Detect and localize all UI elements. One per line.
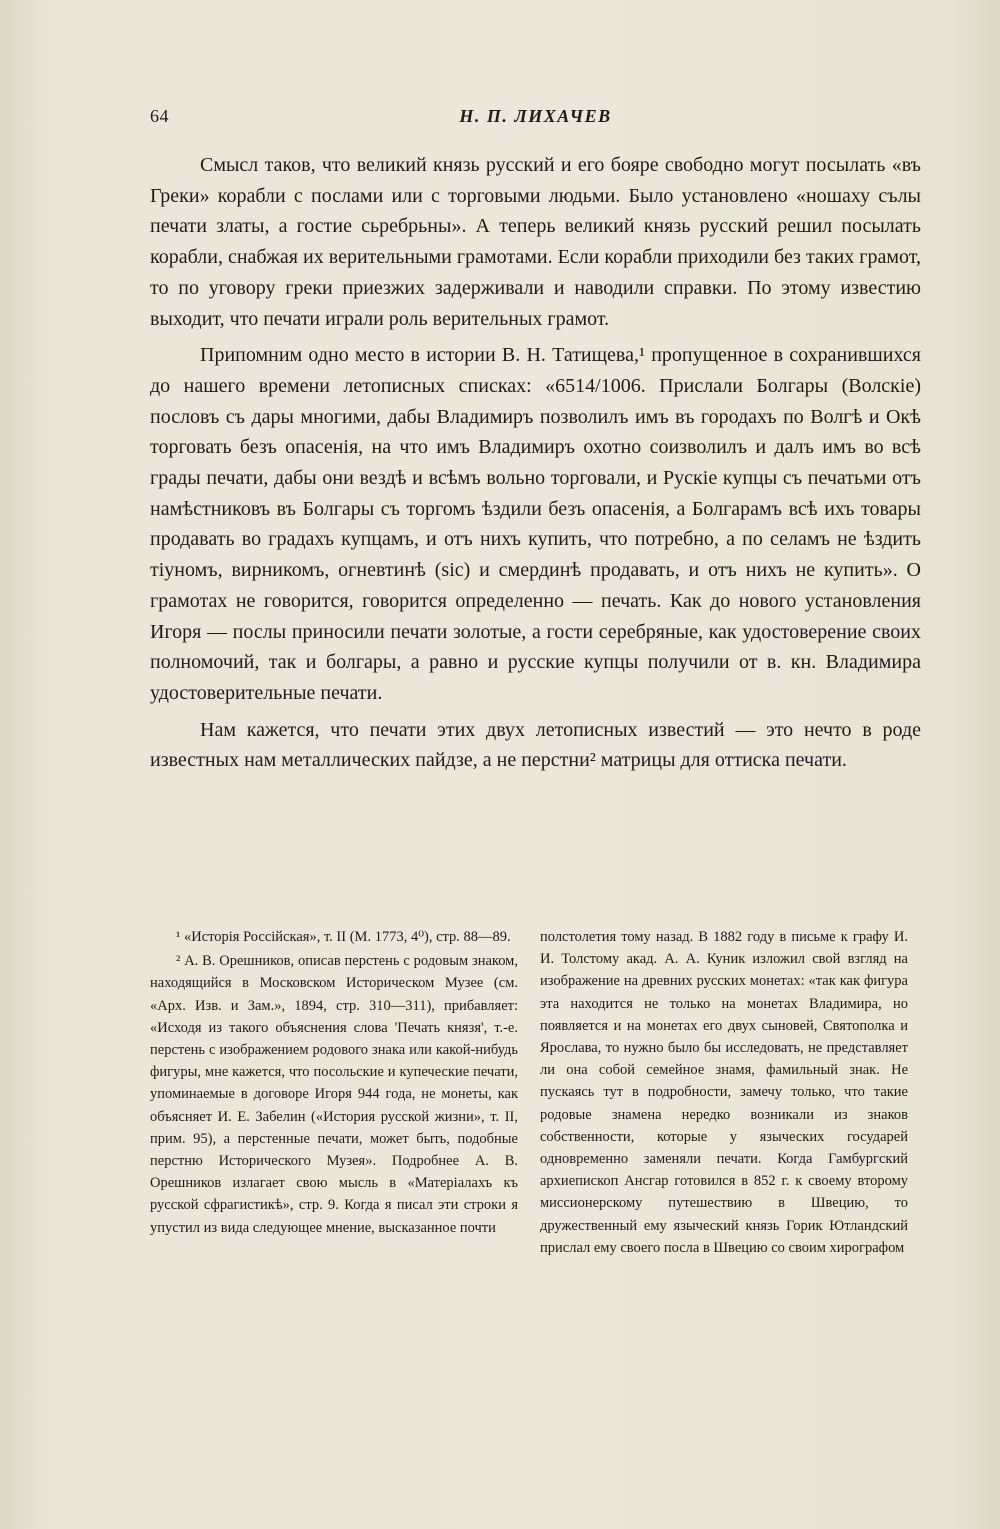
body-paragraph-1: Смысл таков, что великий князь русский и его бояре свободно могут посылать «въ Греки» корабли с послами или с торговыми людьми. Было установлено «ношаху сълы печати златы, а гостие сьребрьны». А теперь великий князь русский решил посылать корабли, снабжая их верительными грамотами. Если корабли приходили без таких грамот, то по уговору греки приезжих задерживали и наводили справки. По этому известию выходит, что печати играли роль верительных грамот. [150,154,921,330]
main-text [150,150,921,776]
footnotes-left-column [150,926,518,1239]
footnote-2: ² А. В. Орешников, описав перстень с родовым знаком, находящийся в Московском Историческом Музее (см. «Арх. Изв. и Зам.», 1894, стр. 310—311), прибавляет: «Исходя из такого объяснения слова 'Печать князя', т.-е. перстень с изображением родового знака или какой-нибудь фигуры, мне кажется, что посольские и купеческие печати, упоминаемые в договоре Игоря 944 года, не монеты, как объясняет И. Е. Забелин («История русской жизни», т. II, прим. 95), а перстенные печати, может быть, подобные перстню Исторического Музея». Подробнее А. В. Орешников излагает свою мысль в «Матеріалахъ къ русской сфрагистикѣ», стр. 9. Когда я писал эти строки я упустил из вида следующее мнение, высказанное почти [150,953,518,1236]
footnote-1: ¹ «Исторія Россійская», т. II (М. 1773, 4⁰), стр. 88—89. [176,929,511,945]
footnotes-right-column [540,926,908,1259]
footnote-2-continued: полстолетия тому назад. В 1882 году в письме к графу И. И. Толстому акад. А. А. Куник изложил свой взгляд на изображение на древних русских монетах: «так как фигура эта находится не только на монетах Владимира, но появляется и на монетах его двух сыновей, Святополка и Ярослава, то нужно было бы исследовать, не представляет ли она собой семейное знамя, фамильный знак. Не пускаясь тут в подробности, замечу только, что такие родовые знамена нередко возникали из знаков собственности, которые у языческих государей одновременно заменяли печати. Когда Гамбургский архиепископ Ансгар готовился в 852 г. к своему второму миссионерскому путешествию в Швецию, то дружественный ему языческий князь Горик Ютландский прислал ему своего посла в Швецию со своим хирографом [540,929,908,1256]
running-title: Н. П. ЛИХАЧЕВ [459,106,612,126]
running-head [150,100,921,130]
page-number: 64 [150,106,169,126]
body-paragraph-3: Нам кажется, что печати этих двух летописных известий — это нечто в роде известных нам металлических пайдзе, а не перстни² матрицы для оттиска печати. [150,718,921,772]
body-paragraph-2: Припомним одно место в истории В. Н. Татищева,¹ пропущенное в сохранившихся до нашего времени летописных списках: «6514/1006. Прислали Болгары (Волскіе) пословъ съ дары многими, дабы Владимиръ позволилъ имъ въ городахъ по Волгѣ и Окѣ торговать безъ опасенія, на что имъ Владимиръ охотно соизволилъ и далъ имъ во всѣ грады печати, дабы они вездѣ и всѣмъ вольно торговали, и Рускіе купцы съ печатьми отъ намѣстниковъ въ Болгары съ торгомъ ѣздили безъ опасенія, а Болгарамъ всѣ ихъ товары продавать во градахъ купцамъ, и отъ нихъ купить, что потребно, а по селамъ не ѣздить тіуномъ, вирникомъ, огневтинѣ (sic) и смердинѣ продавать, и отъ нихъ не купить». О грамотах не говорится, говорится определенно — печать. Как до нового установления Игоря — послы приносили печати золотые, а гости серебряные, как удостоверение своих полномочий, так и болгары, а равно и русские купцы получили от в. кн. Владимира удостоверительные печати. [150,344,921,704]
